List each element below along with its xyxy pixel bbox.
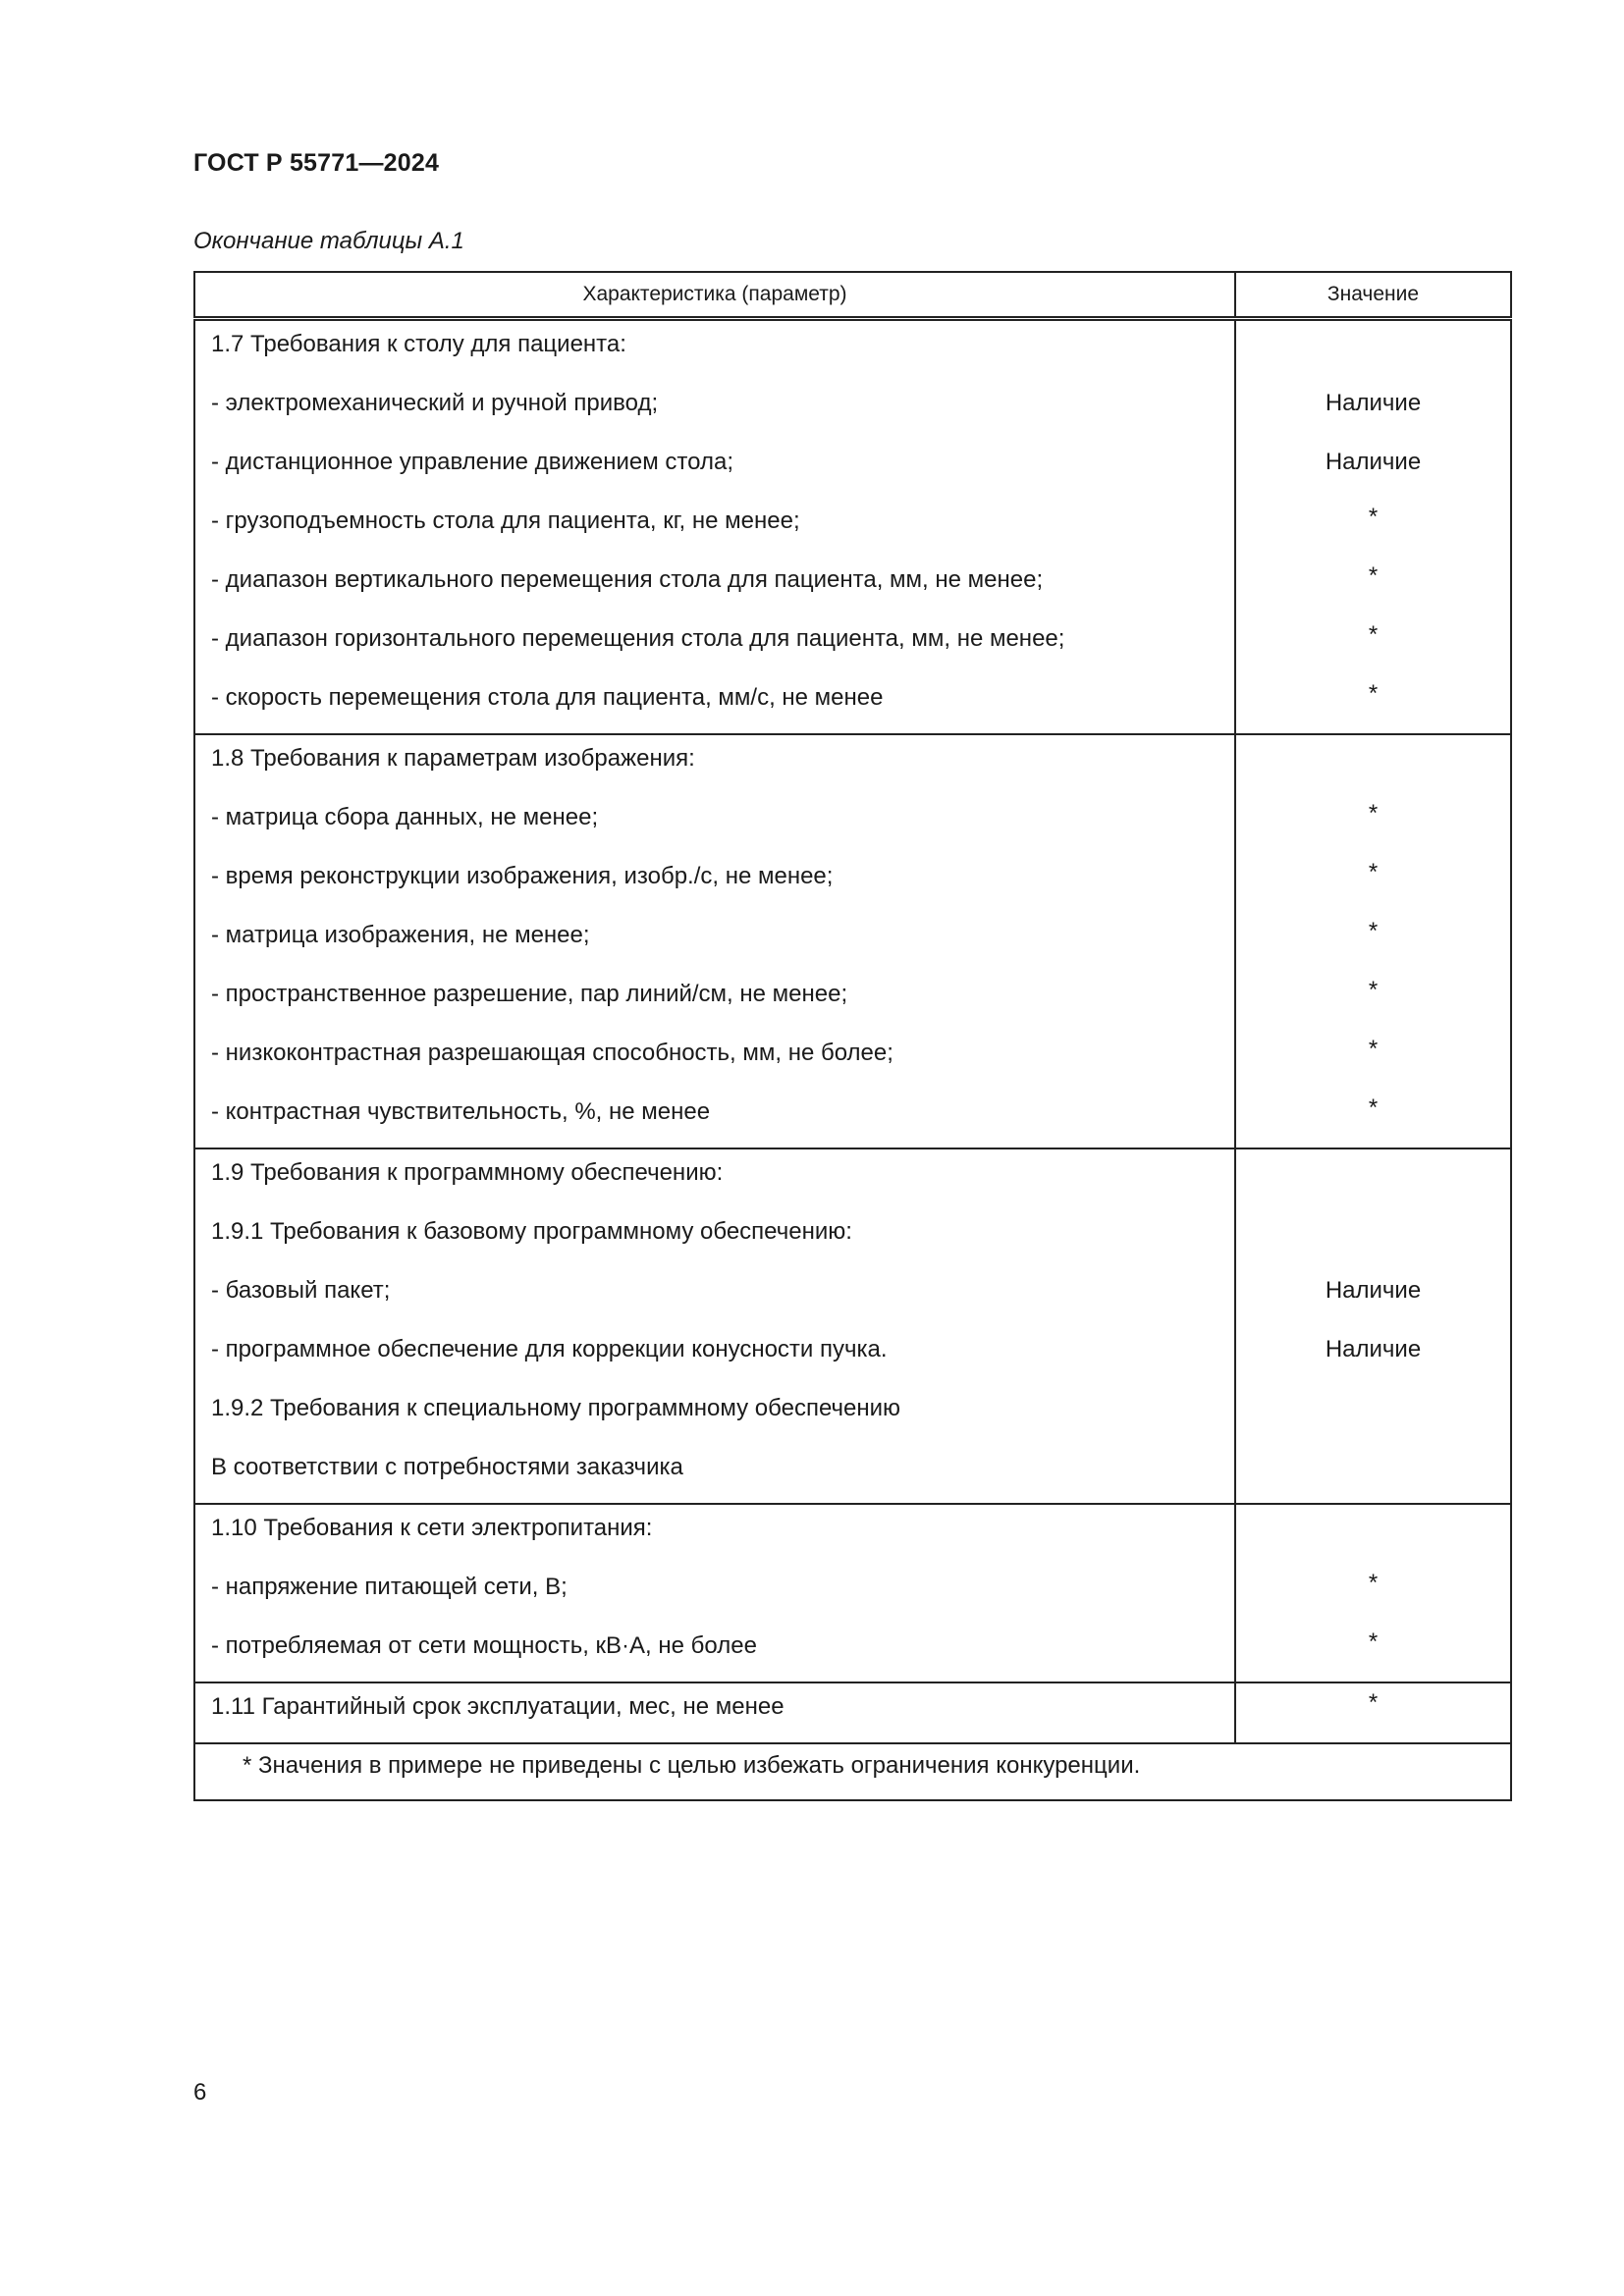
table-row bbox=[194, 1267, 1511, 1326]
table-row bbox=[194, 1623, 1511, 1682]
value-cell bbox=[1235, 1148, 1511, 1208]
table-row bbox=[194, 380, 1511, 439]
table-row bbox=[194, 1682, 1511, 1743]
footnote-row bbox=[194, 1743, 1511, 1800]
group-software bbox=[194, 1148, 1511, 1504]
param-cell: - дистанционное управление движением стола; bbox=[194, 439, 1235, 498]
value-cell: * bbox=[1235, 674, 1511, 734]
param-cell: 1.11 Гарантийный срок эксплуатации, мес, не менее bbox=[194, 1682, 1235, 1743]
param-cell: - диапазон горизонтального перемещения стола для пациента, мм, не менее; bbox=[194, 615, 1235, 674]
param-cell: 1.8 Требования к параметрам изображения: bbox=[194, 734, 1235, 794]
value-cell bbox=[1235, 1385, 1511, 1444]
table-row bbox=[194, 1208, 1511, 1267]
page-number: 6 bbox=[193, 2079, 207, 2106]
table-row bbox=[194, 1326, 1511, 1385]
param-cell: 1.9.2 Требования к специальному программному обеспечению bbox=[194, 1385, 1235, 1444]
param-cell: - пространственное разрешение, пар линий/см, не менее; bbox=[194, 971, 1235, 1030]
value-cell bbox=[1235, 1208, 1511, 1267]
table-row bbox=[194, 971, 1511, 1030]
value-cell: * bbox=[1235, 1089, 1511, 1148]
table-row bbox=[194, 1148, 1511, 1208]
param-cell: - базовый пакет; bbox=[194, 1267, 1235, 1326]
table-footnote: * Значения в примере не приведены с целью избежать ограничения конкуренции. bbox=[194, 1743, 1511, 1800]
param-cell: 1.10 Требования к сети электропитания: bbox=[194, 1504, 1235, 1564]
param-cell: - программное обеспечение для коррекции конусности пучка. bbox=[194, 1326, 1235, 1385]
value-cell: * bbox=[1235, 615, 1511, 674]
value-cell: * bbox=[1235, 1682, 1511, 1743]
value-cell: * bbox=[1235, 853, 1511, 912]
value-cell bbox=[1235, 1444, 1511, 1504]
value-cell: Наличие bbox=[1235, 439, 1511, 498]
param-cell: 1.9 Требования к программному обеспечению: bbox=[194, 1148, 1235, 1208]
table-row bbox=[194, 498, 1511, 557]
table-row bbox=[194, 674, 1511, 734]
table-row bbox=[194, 319, 1511, 381]
table-row bbox=[194, 1444, 1511, 1504]
param-cell: 1.9.1 Требования к базовому программному обеспечению: bbox=[194, 1208, 1235, 1267]
param-cell: - матрица изображения, не менее; bbox=[194, 912, 1235, 971]
value-cell: Наличие bbox=[1235, 380, 1511, 439]
table-row bbox=[194, 557, 1511, 615]
table-row bbox=[194, 439, 1511, 498]
value-cell bbox=[1235, 319, 1511, 381]
table-footnote-section bbox=[194, 1743, 1511, 1800]
table-row bbox=[194, 1089, 1511, 1148]
table-caption: Окончание таблицы А.1 bbox=[193, 228, 464, 254]
value-cell: * bbox=[1235, 971, 1511, 1030]
spec-table bbox=[193, 271, 1512, 1801]
value-cell: * bbox=[1235, 912, 1511, 971]
table-header-row bbox=[194, 272, 1511, 319]
group-image-parameters bbox=[194, 734, 1511, 1148]
table-row bbox=[194, 1385, 1511, 1444]
param-cell: - матрица сбора данных, не менее; bbox=[194, 794, 1235, 853]
value-cell: * bbox=[1235, 1564, 1511, 1623]
document-code: ГОСТ Р 55771—2024 bbox=[193, 149, 440, 177]
table-row bbox=[194, 734, 1511, 794]
param-cell: - скорость перемещения стола для пациента, мм/с, не менее bbox=[194, 674, 1235, 734]
value-cell: * bbox=[1235, 1623, 1511, 1682]
table-row bbox=[194, 912, 1511, 971]
param-cell: - электромеханический и ручной привод; bbox=[194, 380, 1235, 439]
value-cell: Наличие bbox=[1235, 1267, 1511, 1326]
param-cell: - потребляемая от сети мощность, кВ·А, не более bbox=[194, 1623, 1235, 1682]
table-row bbox=[194, 853, 1511, 912]
table-row bbox=[194, 1504, 1511, 1564]
column-header-parameter: Характеристика (параметр) bbox=[194, 272, 1235, 319]
value-cell: * bbox=[1235, 498, 1511, 557]
value-cell bbox=[1235, 734, 1511, 794]
param-cell: 1.7 Требования к столу для пациента: bbox=[194, 319, 1235, 381]
value-cell: * bbox=[1235, 1030, 1511, 1089]
column-header-value: Значение bbox=[1235, 272, 1511, 319]
group-warranty bbox=[194, 1682, 1511, 1743]
param-cell: - контрастная чувствительность, %, не менее bbox=[194, 1089, 1235, 1148]
table-row bbox=[194, 794, 1511, 853]
param-cell: - время реконструкции изображения, изобр./с, не менее; bbox=[194, 853, 1235, 912]
group-patient-table bbox=[194, 319, 1511, 735]
value-cell: Наличие bbox=[1235, 1326, 1511, 1385]
param-cell: - низкоконтрастная разрешающая способность, мм, не более; bbox=[194, 1030, 1235, 1089]
param-cell: - диапазон вертикального перемещения стола для пациента, мм, не менее; bbox=[194, 557, 1235, 615]
value-cell: * bbox=[1235, 557, 1511, 615]
param-cell: В соответствии с потребностями заказчика bbox=[194, 1444, 1235, 1504]
table-row bbox=[194, 1564, 1511, 1623]
group-power-supply bbox=[194, 1504, 1511, 1682]
table-row bbox=[194, 1030, 1511, 1089]
param-cell: - грузоподъемность стола для пациента, кг, не менее; bbox=[194, 498, 1235, 557]
value-cell bbox=[1235, 1504, 1511, 1564]
table-row bbox=[194, 615, 1511, 674]
param-cell: - напряжение питающей сети, В; bbox=[194, 1564, 1235, 1623]
value-cell: * bbox=[1235, 794, 1511, 853]
